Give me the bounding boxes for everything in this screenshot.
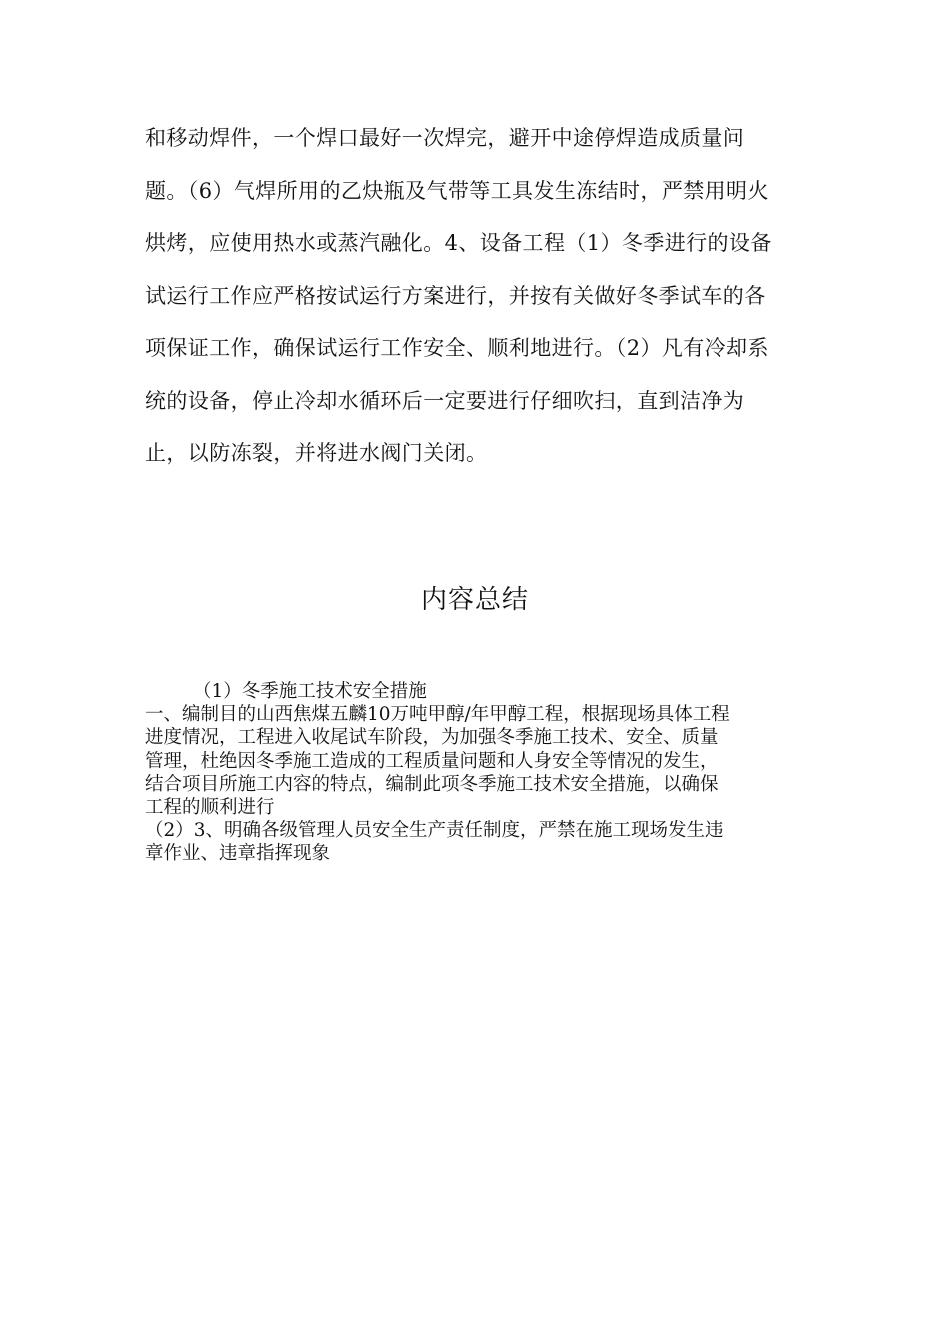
body-line: 和移动焊件，一个焊口最好一次焊完，避开中途停焊造成质量问 xyxy=(145,126,745,150)
body-line: 统的设备，停止冷却水循环后一定要进行仔细吹扫，直到洁净为 xyxy=(145,388,745,413)
summary-text xyxy=(145,680,825,866)
body-line: 题。（6）气焊所用的乙炔瓶及气带等工具发生冻结时，严禁用明火 xyxy=(145,178,769,203)
body-line: 止，以防冻裂，并将进水阀门关闭。 xyxy=(145,441,488,465)
summary-line: （2）3、明确各级管理人员安全生产责任制度，严禁在施工现场发生违 xyxy=(145,820,724,842)
body-line: 试运行工作应严格按试运行方案进行，并按有关做好冬季试车的各 xyxy=(145,283,766,308)
summary-line: 结合项目所施工内容的特点，编制此项冬季施工技术安全措施，以确保 xyxy=(145,773,719,795)
summary-line: 管理，杜绝因冬季施工造成的工程质量问题和人身安全等情况的发生， xyxy=(145,750,719,772)
body-line: 烘烤，应使用热水或蒸汽融化。4、设备工程（1）冬季进行的设备 xyxy=(145,231,772,255)
summary-line: 章作业、违章指挥现象 xyxy=(145,843,331,865)
summary-line: 一、编制目的山西焦煤五麟10万吨甲醇/年甲醇工程，根据现场具体工程 xyxy=(145,704,730,726)
summary-line: （1）冬季施工技术安全措施 xyxy=(193,681,427,702)
summary-line: 工程的顺利进行 xyxy=(145,797,275,819)
body-line: 项保证工作，确保试运行工作安全、顺利地进行。（2）凡有冷却系 xyxy=(145,336,769,360)
summary-line: 进度情况，工程进入收尾试车阶段，为加强冬季施工技术、安全、质量 xyxy=(145,727,719,749)
body-text xyxy=(145,118,825,486)
summary-heading: 内容总结 xyxy=(420,585,529,615)
